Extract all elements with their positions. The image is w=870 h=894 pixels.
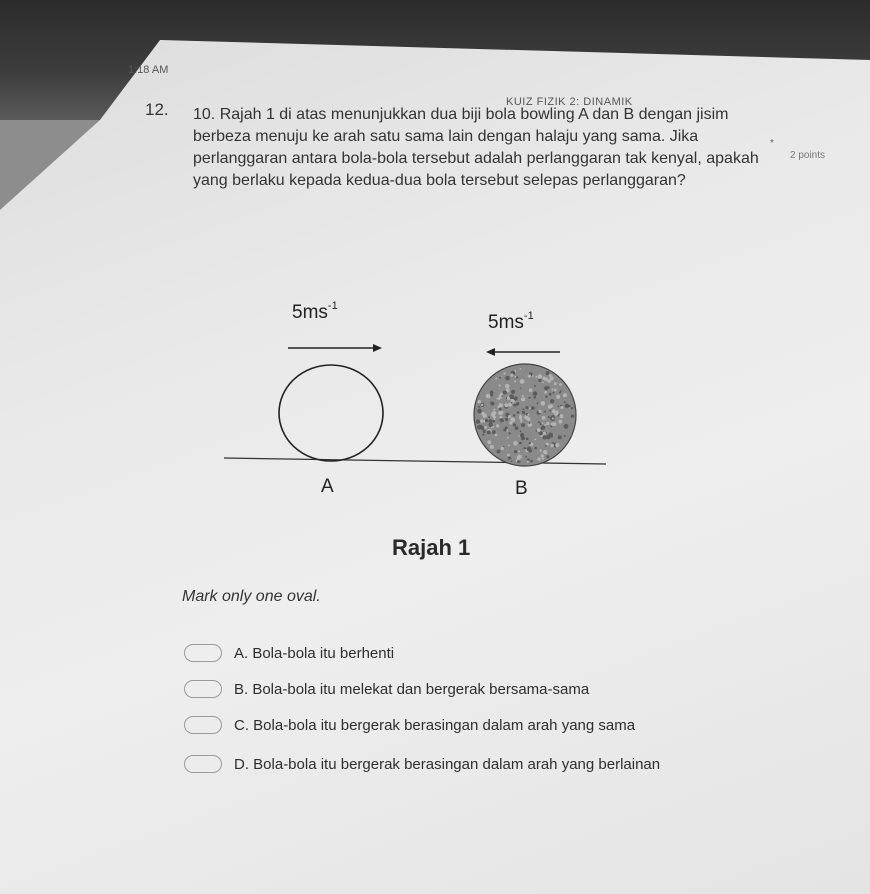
arrow-right-icon	[288, 344, 382, 352]
ball-b-label: B	[515, 478, 528, 499]
option-b[interactable]	[184, 678, 589, 700]
ball-a	[279, 365, 383, 461]
figure-caption: Rajah 1	[392, 535, 471, 560]
radio-oval[interactable]	[184, 755, 222, 773]
instruction-text: Mark only one oval.	[182, 588, 321, 605]
option-label: B. Bola-bola itu melekat dan bergerak bersama-sama	[234, 680, 590, 698]
radio-oval[interactable]	[184, 644, 222, 662]
option-d[interactable]	[184, 753, 660, 775]
ball-a-label: A	[321, 476, 334, 497]
option-label: A. Bola-bola itu berhenti	[234, 644, 395, 662]
required-asterisk: *	[770, 138, 774, 149]
option-c[interactable]	[184, 714, 635, 736]
question-number: 12.	[145, 100, 169, 119]
collision-diagram	[210, 280, 630, 510]
option-label: D. Bola-bola itu bergerak berasingan dalam arah yang berlainan	[234, 755, 661, 773]
option-a[interactable]	[184, 642, 394, 664]
option-label: C. Bola-bola itu bergerak berasingan dalam arah yang sama	[234, 716, 636, 734]
radio-oval[interactable]	[184, 716, 222, 734]
radio-oval[interactable]	[184, 680, 222, 698]
points-label: 2 points	[790, 150, 826, 161]
quiz-title: KUIZ FIZIK 2: DINAMIK	[506, 96, 633, 108]
status-time: 1:18 AM	[128, 64, 169, 76]
question-text: 10. Rajah 1 di atas menunjukkan dua biji bola bowling A dan B dengan jisim berbeza menuju ke arah satu sama lain dengan halaju yang sama. Jika perlanggaran antara bola-bola tersebut adalah perlanggaran tak kenyal, apakah yang berlaku kepada kedua-dua bola tersebut selepas perlanggaran?	[193, 106, 759, 189]
arrow-left-icon	[486, 348, 560, 356]
velocity-label-a: $5ms^{-1}$	[292, 300, 338, 323]
velocity-label-b: $5ms^{-1}$	[488, 310, 534, 333]
